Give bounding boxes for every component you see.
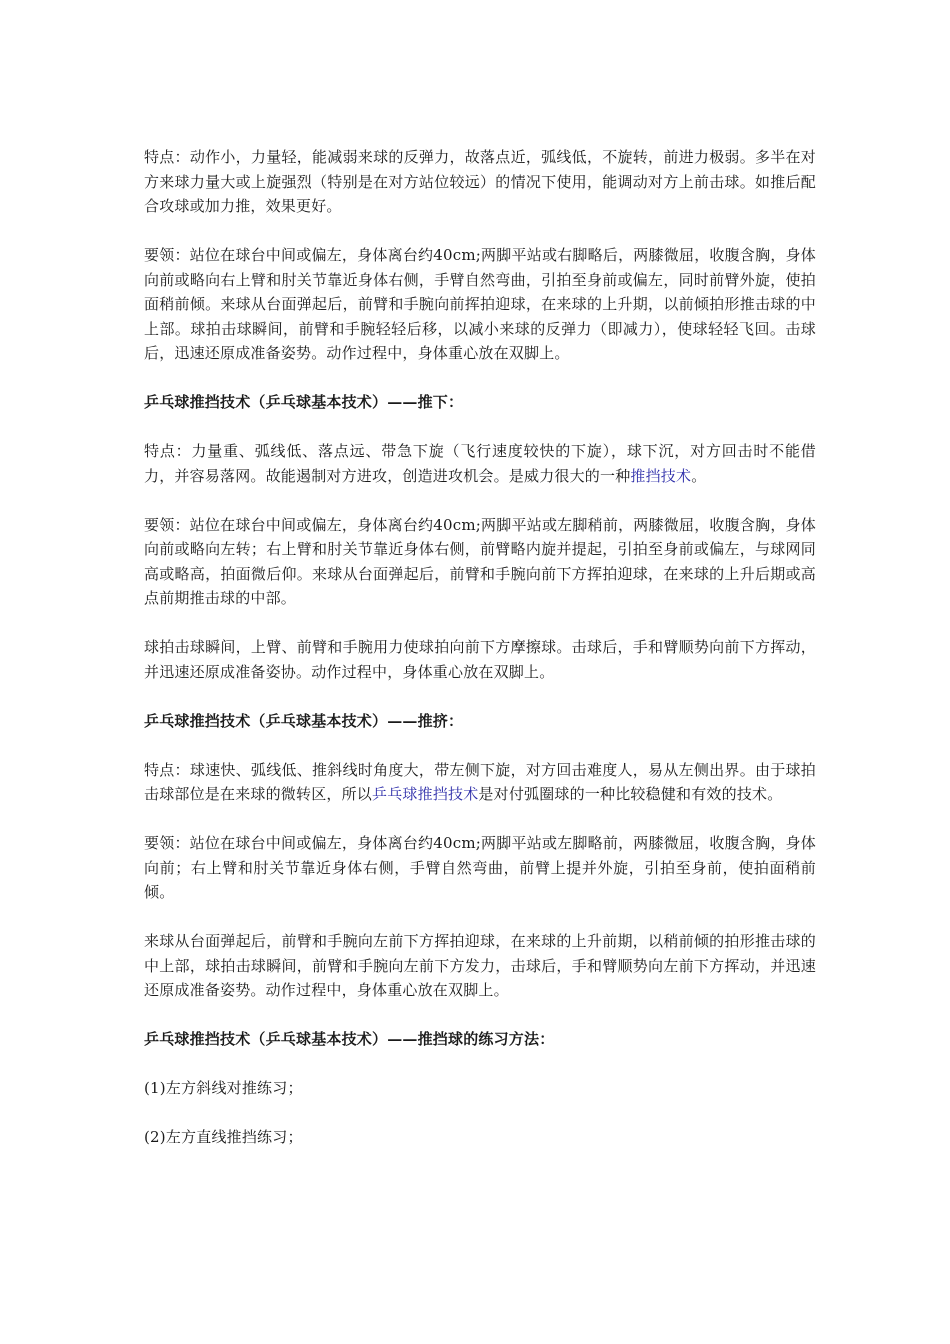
push-down-feature-paragraph — [144, 439, 816, 488]
push-squeeze-feature-text: 特点：球速快、弧线低、推斜线时角度大，带左侧下旋，对方回击难度人，易从左侧出界。由于球拍击球部位是在来球的微转区，所以 — [144, 760, 816, 803]
table-tennis-block-technique-link[interactable]: 乒乓球推挡技术 — [372, 785, 479, 803]
practice-item: (1)左方斜线对推练习； — [144, 1079, 303, 1097]
push-squeeze-stroke-paragraph: 来球从台面弹起后，前臂和手腕向左前下方挥拍迎球，在来球的上升前期，以稍前倾的拍形推击球的中上部，球拍击球瞬间，前臂和手腕向左前下方发力，击球后，手和臂顺势向左前下方挥动，并迅速还原成准备姿势。动作过程中，身体重心放在双脚上。 — [144, 932, 816, 999]
push-squeeze-feature-end: 是对付弧圈球的一种比较稳健和有效的技术。 — [478, 785, 783, 803]
block-essentials-paragraph: 要领：站位在球台中间或偏左，身体离台约40cm;两脚平站或右脚略后，两膝微屈，收腹含胸，身体向前或略向右上臂和肘关节靠近身体右侧，手臂自然弯曲，引拍至身前或偏左，同时前臂外旋，使拍面稍前倾。来球从台面弹起后，前臂和手腕向前挥拍迎球，在来球的上升期，以前倾拍形推击球的中上部。球拍击球瞬间，前臂和手腕轻轻后移，以减小来球的反弹力（即减力），使球轻轻飞回。击球后，迅速还原成准备姿势。动作过程中，身体重心放在双脚上。 — [144, 246, 816, 362]
block-feature-paragraph: 特点：动作小，力量轻，能减弱来球的反弹力，故落点近，弧线低，不旋转，前进力极弱。多半在对方来球力量大或上旋强烈（特别是在对方站位较远）的情况下使用，能调动对方上前击球。如推后配合攻球或加力推，效果更好。 — [144, 148, 816, 215]
push-down-contact-paragraph: 球拍击球瞬间，上臂、前臂和手腕用力使球拍向前下方摩擦球。击球后，手和臂顺势向前下方挥动，并迅速还原成准备姿协。动作过程中，身体重心放在双脚上。 — [144, 638, 816, 681]
practice-item: (2)左方直线推挡练习； — [144, 1128, 303, 1146]
push-down-heading: 乒乓球推挡技术（乒乓球基本技术）——推下： — [144, 393, 464, 411]
push-down-essentials-paragraph: 要领：站位在球台中间或偏左，身体离台约40cm;两脚平站或左脚稍前，两膝微屈，收腹含胸，身体向前或略向左转；右上臂和肘关节靠近身体右侧，前臂略内旋并提起，引拍至身前或偏左，与球网同高或略高，拍面微后仰。来球从台面弹起后，前臂和手腕向前下方挥拍迎球，在来球的上升后期或高点前期推击球的中部。 — [144, 515, 816, 607]
document-body — [144, 145, 816, 1174]
push-down-feature-text: 特点：力量重、弧线低、落点远、带急下旋（飞行速度较快的下旋），球下沉，对方回击时不能借力，并容易落网。故能遏制对方进攻，创造进攻机会。是威力很大的一种 — [144, 442, 816, 485]
push-squeeze-feature-paragraph — [144, 758, 816, 807]
block-technique-link[interactable]: 推挡技术 — [630, 466, 692, 485]
push-down-feature-end: 。 — [691, 466, 707, 485]
push-squeeze-heading: 乒乓球推挡技术（乒乓球基本技术）——推挤： — [144, 711, 464, 730]
push-squeeze-essentials-paragraph: 要领：站位在球台中间或偏左，身体离台约40cm;两脚平站或左脚略前，两膝微屈，收腹含胸，身体向前；右上臂和肘关节靠近身体右侧，手臂自然弯曲，前臂上提并外旋，引拍至身前，使拍面稍前倾。 — [144, 834, 816, 901]
practice-heading: 乒乓球推挡技术（乒乓球基本技术）——推挡球的练习方法： — [144, 1030, 555, 1048]
